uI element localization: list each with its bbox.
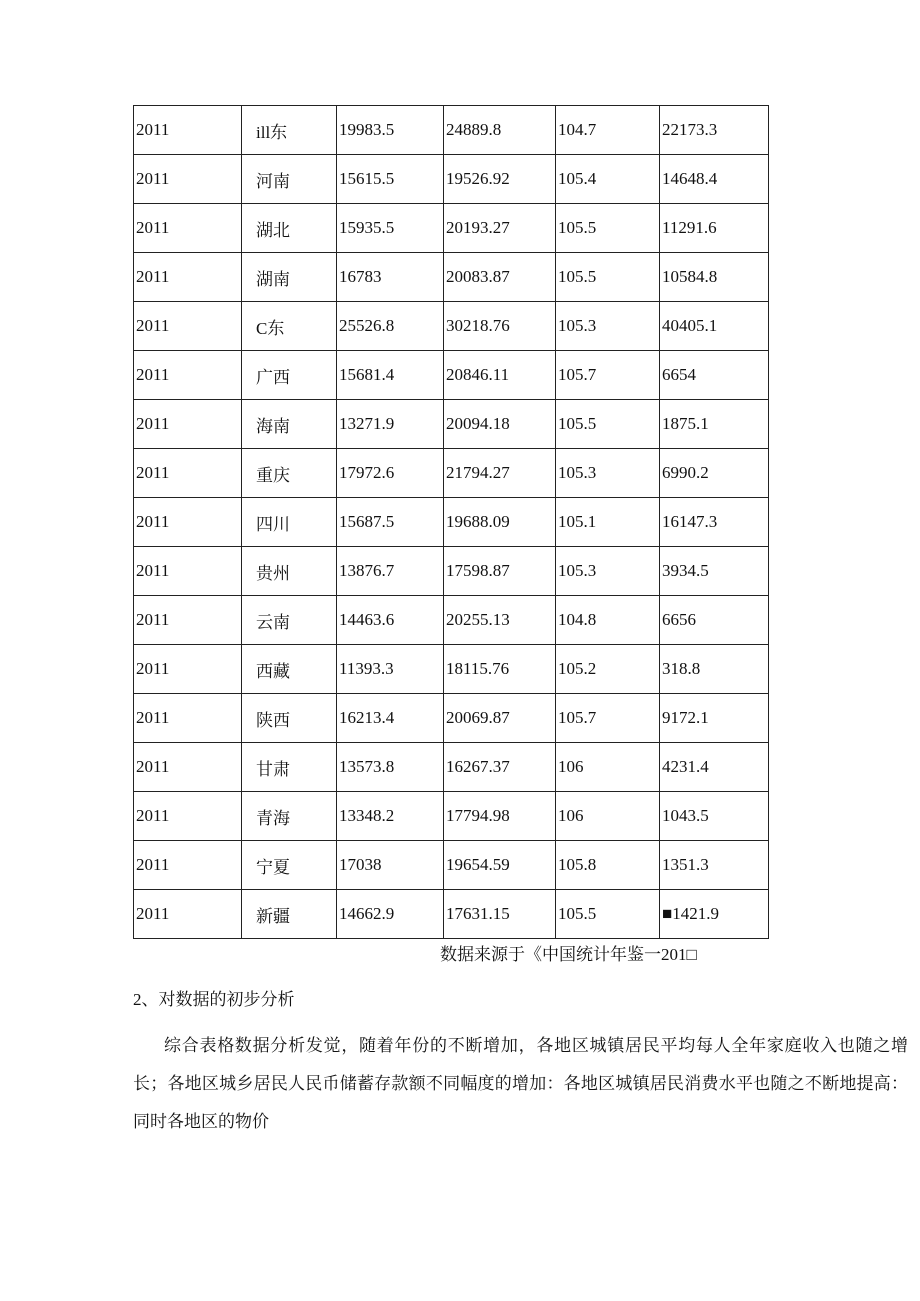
income-cell: 16213.4 bbox=[337, 694, 444, 743]
table-row bbox=[134, 449, 769, 498]
region-cell: 广西 bbox=[242, 351, 337, 400]
amount-cell: 40405.1 bbox=[660, 302, 769, 351]
year-cell: 2011 bbox=[134, 743, 242, 792]
index-cell: 105.5 bbox=[556, 400, 660, 449]
amount-cell: 14648.4 bbox=[660, 155, 769, 204]
amount-cell: 6990.2 bbox=[660, 449, 769, 498]
year-cell: 2011 bbox=[134, 351, 242, 400]
year-cell: 2011 bbox=[134, 547, 242, 596]
index-cell: 105.3 bbox=[556, 302, 660, 351]
income-cell: 15681.4 bbox=[337, 351, 444, 400]
table-row bbox=[134, 694, 769, 743]
section-heading: 2、对数据的初步分析 bbox=[133, 990, 295, 1009]
amount-cell: 1043.5 bbox=[660, 792, 769, 841]
index-cell: 105.2 bbox=[556, 645, 660, 694]
income-cell: 25526.8 bbox=[337, 302, 444, 351]
index-cell: 105.1 bbox=[556, 498, 660, 547]
year-cell: 2011 bbox=[134, 792, 242, 841]
amount-cell: 4231.4 bbox=[660, 743, 769, 792]
year-cell: 2011 bbox=[134, 596, 242, 645]
data-source-note: 数据来源于《中国统计年鉴一201□ bbox=[440, 945, 697, 964]
year-cell: 2011 bbox=[134, 400, 242, 449]
income-cell: 15687.5 bbox=[337, 498, 444, 547]
region-cell: 河南 bbox=[242, 155, 337, 204]
region-cell: C东 bbox=[242, 302, 337, 351]
table-row bbox=[134, 792, 769, 841]
statistics-table bbox=[133, 105, 769, 939]
amount-cell: 6656 bbox=[660, 596, 769, 645]
value-cell: 30218.76 bbox=[444, 302, 556, 351]
value-cell: 17598.87 bbox=[444, 547, 556, 596]
table-body bbox=[134, 106, 769, 939]
value-cell: 20069.87 bbox=[444, 694, 556, 743]
index-cell: 105.7 bbox=[556, 694, 660, 743]
region-cell: 云南 bbox=[242, 596, 337, 645]
index-cell: 105.5 bbox=[556, 253, 660, 302]
index-cell: 106 bbox=[556, 792, 660, 841]
year-cell: 2011 bbox=[134, 498, 242, 547]
year-cell: 2011 bbox=[134, 302, 242, 351]
index-cell: 106 bbox=[556, 743, 660, 792]
table-row bbox=[134, 155, 769, 204]
income-cell: 15615.5 bbox=[337, 155, 444, 204]
index-cell: 105.3 bbox=[556, 449, 660, 498]
value-cell: 19526.92 bbox=[444, 155, 556, 204]
value-cell: 20094.18 bbox=[444, 400, 556, 449]
income-cell: 13573.8 bbox=[337, 743, 444, 792]
value-cell: 17631.15 bbox=[444, 890, 556, 939]
amount-cell: 318.8 bbox=[660, 645, 769, 694]
income-cell: 15935.5 bbox=[337, 204, 444, 253]
table-row bbox=[134, 302, 769, 351]
year-cell: 2011 bbox=[134, 694, 242, 743]
year-cell: 2011 bbox=[134, 106, 242, 155]
region-cell: 甘肃 bbox=[242, 743, 337, 792]
amount-cell: 1351.3 bbox=[660, 841, 769, 890]
region-cell: ill东 bbox=[242, 106, 337, 155]
region-cell: 新疆 bbox=[242, 890, 337, 939]
table-row bbox=[134, 204, 769, 253]
income-cell: 13271.9 bbox=[337, 400, 444, 449]
index-cell: 105.5 bbox=[556, 204, 660, 253]
index-cell: 105.4 bbox=[556, 155, 660, 204]
value-cell: 20083.87 bbox=[444, 253, 556, 302]
amount-cell: 22173.3 bbox=[660, 106, 769, 155]
year-cell: 2011 bbox=[134, 253, 242, 302]
table-row bbox=[134, 596, 769, 645]
value-cell: 19654.59 bbox=[444, 841, 556, 890]
table-row bbox=[134, 743, 769, 792]
income-cell: 11393.3 bbox=[337, 645, 444, 694]
region-cell: 四川 bbox=[242, 498, 337, 547]
amount-cell: 1875.1 bbox=[660, 400, 769, 449]
region-cell: 海南 bbox=[242, 400, 337, 449]
index-cell: 104.7 bbox=[556, 106, 660, 155]
income-cell: 17038 bbox=[337, 841, 444, 890]
table-row bbox=[134, 890, 769, 939]
table-row bbox=[134, 841, 769, 890]
region-cell: 宁夏 bbox=[242, 841, 337, 890]
index-cell: 105.7 bbox=[556, 351, 660, 400]
table-row bbox=[134, 400, 769, 449]
value-cell: 19688.09 bbox=[444, 498, 556, 547]
value-cell: 18115.76 bbox=[444, 645, 556, 694]
year-cell: 2011 bbox=[134, 890, 242, 939]
value-cell: 17794.98 bbox=[444, 792, 556, 841]
table-row bbox=[134, 253, 769, 302]
region-cell: 陕西 bbox=[242, 694, 337, 743]
region-cell: 贵州 bbox=[242, 547, 337, 596]
analysis-paragraph: 综合表格数据分析发觉，随着年份的不断增加，各地区城镇居民平均每人全年家庭收入也随之增长；各地区城乡居民人民币储蓄存款额不同幅度的增加：各地区城镇居民消费水平也随之不断地提高：同时各地区的物价 bbox=[133, 1036, 908, 1131]
amount-cell: 6654 bbox=[660, 351, 769, 400]
table-row bbox=[134, 547, 769, 596]
index-cell: 104.8 bbox=[556, 596, 660, 645]
income-cell: 13348.2 bbox=[337, 792, 444, 841]
table-row bbox=[134, 351, 769, 400]
region-cell: 西藏 bbox=[242, 645, 337, 694]
income-cell: 14662.9 bbox=[337, 890, 444, 939]
region-cell: 湖北 bbox=[242, 204, 337, 253]
income-cell: 16783 bbox=[337, 253, 444, 302]
income-cell: 17972.6 bbox=[337, 449, 444, 498]
year-cell: 2011 bbox=[134, 449, 242, 498]
amount-cell: 3934.5 bbox=[660, 547, 769, 596]
region-cell: 重庆 bbox=[242, 449, 337, 498]
table-row bbox=[134, 645, 769, 694]
amount-cell: 16147.3 bbox=[660, 498, 769, 547]
index-cell: 105.3 bbox=[556, 547, 660, 596]
amount-cell: 9172.1 bbox=[660, 694, 769, 743]
value-cell: 20846.11 bbox=[444, 351, 556, 400]
table-row bbox=[134, 106, 769, 155]
amount-cell: ■1421.9 bbox=[660, 890, 769, 939]
value-cell: 21794.27 bbox=[444, 449, 556, 498]
value-cell: 24889.8 bbox=[444, 106, 556, 155]
value-cell: 16267.37 bbox=[444, 743, 556, 792]
year-cell: 2011 bbox=[134, 841, 242, 890]
table-row bbox=[134, 498, 769, 547]
income-cell: 14463.6 bbox=[337, 596, 444, 645]
amount-cell: 11291.6 bbox=[660, 204, 769, 253]
value-cell: 20255.13 bbox=[444, 596, 556, 645]
year-cell: 2011 bbox=[134, 155, 242, 204]
index-cell: 105.5 bbox=[556, 890, 660, 939]
income-cell: 19983.5 bbox=[337, 106, 444, 155]
amount-cell: 10584.8 bbox=[660, 253, 769, 302]
income-cell: 13876.7 bbox=[337, 547, 444, 596]
region-cell: 青海 bbox=[242, 792, 337, 841]
region-cell: 湖南 bbox=[242, 253, 337, 302]
year-cell: 2011 bbox=[134, 204, 242, 253]
year-cell: 2011 bbox=[134, 645, 242, 694]
value-cell: 20193.27 bbox=[444, 204, 556, 253]
index-cell: 105.8 bbox=[556, 841, 660, 890]
